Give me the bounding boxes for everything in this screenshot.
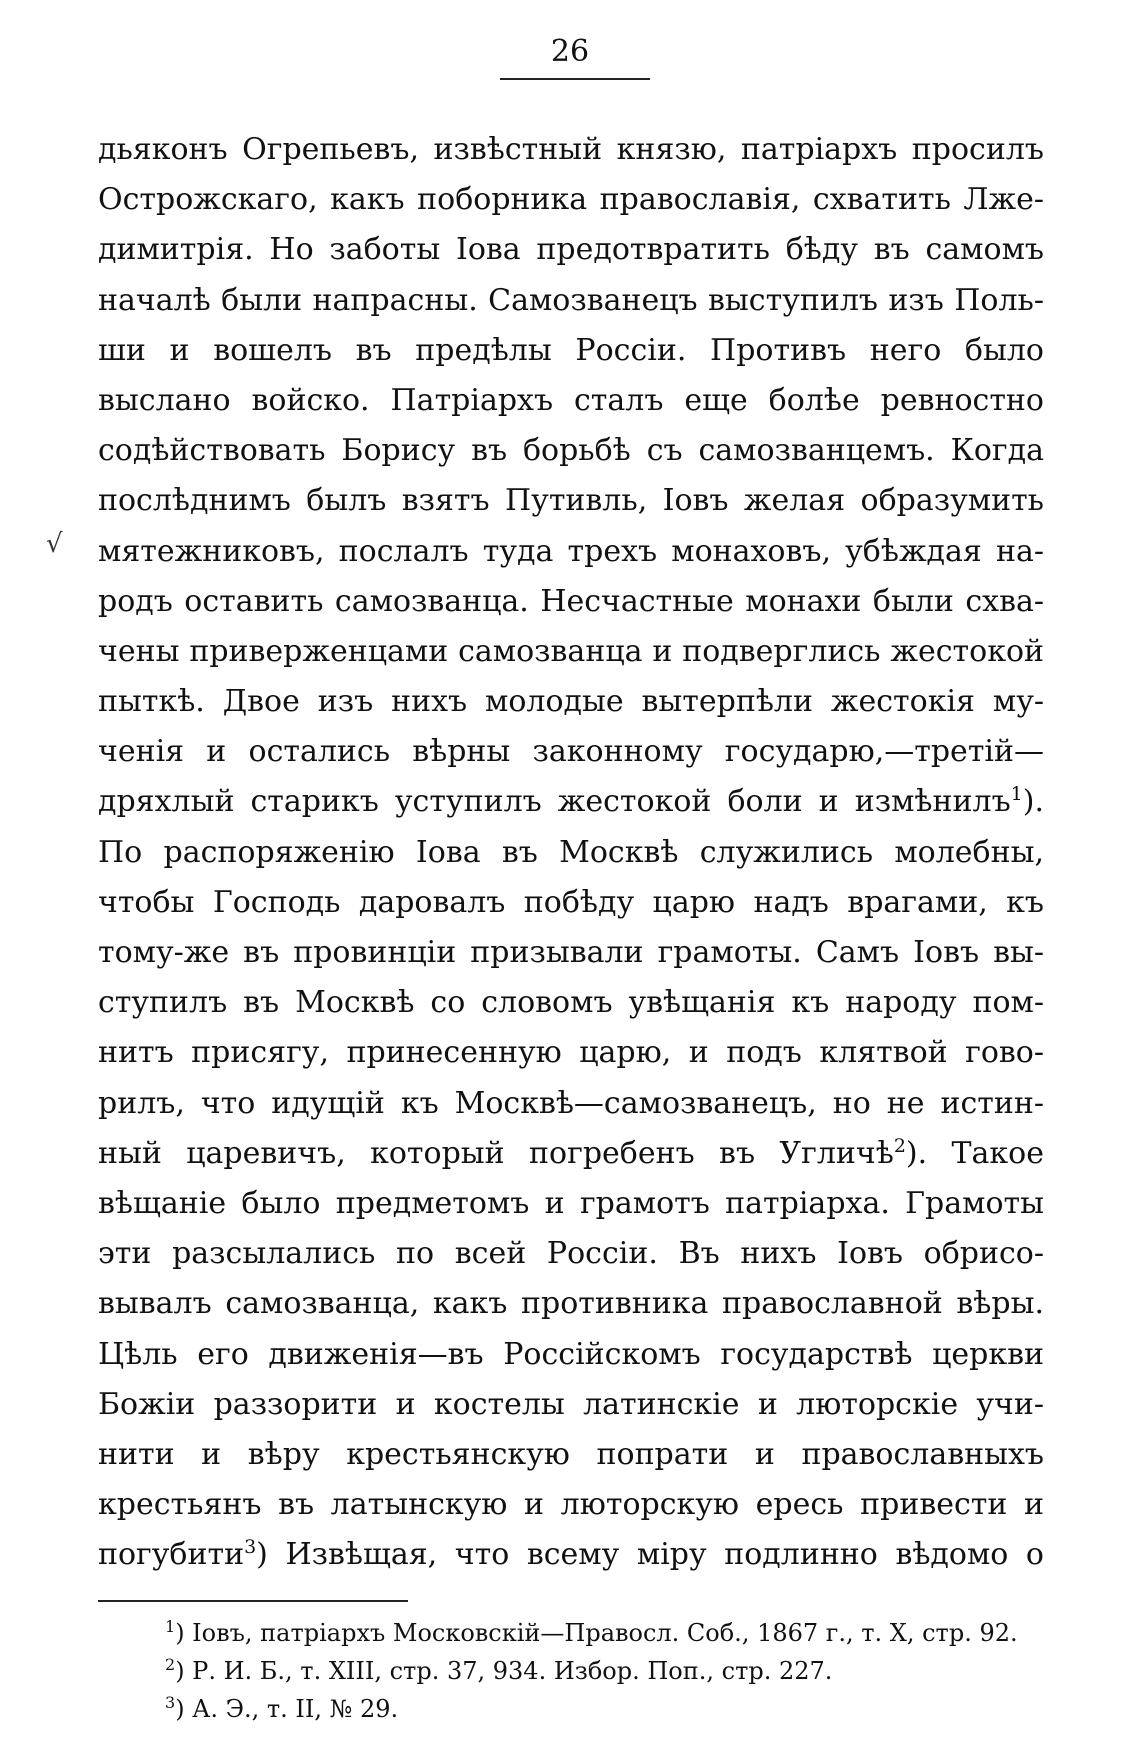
text-line [98,326,1044,376]
line-text-continuation: ). Такое [905,1135,1044,1171]
line-text: вѣщаніе было предметомъ и грамотъ патріарха. Грамоты [98,1185,1044,1221]
text-line [98,426,1044,476]
line-text: димитрія. Но заботы Іова предотвратить бѣду въ самомъ [98,232,1044,268]
text-line [98,125,1044,175]
text-line [98,376,1044,426]
text-line [98,577,1044,627]
line-text: началѣ были напрасны. Самозванецъ выступилъ изъ Поль- [98,282,1044,318]
text-line [98,1079,1044,1129]
line-text: пыткѣ. Двое изъ нихъ молодые вытерпѣли жестокія му- [98,684,1044,720]
line-text-continuation: ) Извѣщая, что всему міру подлинно вѣдомо о [256,1537,1044,1573]
footnote-mark: 1 [165,1617,176,1636]
footnote-text: ) А. Э., т. II, № 29. [175,1695,399,1723]
line-text: рилъ, что идущій къ Москвѣ—самозванецъ, но не истин- [98,1085,1044,1121]
line-text: выслано войско. Патріархъ сталъ еще болѣе ревностно [98,382,1044,418]
line-text: эти разсылались по всей Россіи. Въ нихъ Іовъ обрисо- [98,1236,1044,1272]
line-text: тому-же въ провинціи призывали грамоты. Самъ Іовъ вы- [98,935,1044,970]
line-text: По распоряженію Іова въ Москвѣ служились молебны, [98,834,1044,870]
line-text: ступилъ въ Москвѣ со словомъ увѣщанія къ народу пом- [98,985,1044,1021]
main-text [98,125,1044,1580]
text-line [98,727,1044,777]
text-line [98,1330,1044,1380]
footnote-reference: 3 [244,1536,257,1559]
text-line [98,1129,1044,1179]
footnote-reference: 2 [893,1134,906,1157]
line-text: Божіи раззорити и костелы латинскіе и люторскіе учи- [98,1386,1044,1422]
line-text: чтобы Господь даровалъ побѣду царю надъ врагами, къ [98,884,1044,920]
line-text: дряхлый старикъ уступилъ жестокой боли и измѣнилъ [98,784,1011,820]
text-line [98,828,1044,878]
line-text: крестьянъ въ латынскую и люторскую ересь привести и [98,1487,1044,1523]
text-line [98,225,1044,275]
text-line [98,276,1044,326]
text-line [98,878,1044,928]
text-line [98,1380,1044,1430]
footnote-text: ) Р. И. Б., т. XIII, стр. 37, 934. Избор. Поп., стр. 227. [175,1657,833,1685]
text-line [98,677,1044,727]
text-line [98,1530,1044,1580]
line-text: содѣйствовать Борису въ борьбѣ съ самозванцемъ. Когда [98,433,1044,469]
footnote [165,1690,1045,1728]
line-text: мятежниковъ, послалъ туда трехъ монаховъ, убѣждая на- [98,533,1044,569]
footnote [165,1652,1045,1690]
line-text: вывалъ самозванца, какъ противника православной вѣры. [98,1286,1044,1322]
text-line [98,1028,1044,1078]
footnote-text: ) Іовъ, патріархъ Московскій—Правосл. Соб., 1867 г., т. X, стр. 92. [175,1619,1018,1647]
text-line [98,1480,1044,1530]
line-text: ченія и остались вѣрны законному государю,—третій— [98,734,1044,770]
footnotes [165,1614,1045,1728]
margin-check-mark: √ [46,529,63,559]
footnote-reference: 1 [1010,783,1023,806]
footnote-mark: 2 [165,1655,176,1674]
footnote-separator [98,1600,408,1602]
text-line [98,627,1044,677]
footnote [165,1614,1045,1652]
line-text: нитъ присягу, принесенную царю, и подъ клятвой гово- [98,1035,1044,1071]
line-text: ши и вошелъ въ предѣлы Россіи. Противъ него было [98,332,1044,368]
line-text: чены приверженцами самозванца и подверглись жестокой [98,633,1044,669]
line-text: послѣднимъ былъ взятъ Путивль, Іовъ желая образумить [98,483,1044,519]
line-text: Цѣль его движенія—въ Россійскомъ государствѣ церкви [98,1336,1044,1372]
line-text: дьяконъ Огрепьевъ, извѣстный князю, патріархъ просилъ [98,132,1044,167]
text-line [98,1430,1044,1480]
line-text-continuation: ). [1022,784,1044,820]
line-text: нити и вѣру крестьянскую попрати и православныхъ [98,1436,1044,1472]
text-line [98,978,1044,1028]
footnote-mark: 3 [165,1693,176,1712]
text-line [98,1179,1044,1229]
page-number: 26 [550,34,590,69]
text-line [98,1279,1044,1329]
text-line [98,175,1044,225]
text-line [98,527,1044,577]
text-line [98,928,1044,978]
text-line [98,1229,1044,1279]
line-text: ный царевичъ, который погребенъ въ Угличѣ [98,1135,894,1171]
text-line [98,777,1044,827]
text-line [98,476,1044,526]
page-number-rule [500,78,650,80]
line-text: родъ оставить самозванца. Несчастные монахи были схва- [98,583,1044,619]
line-text: погубити [98,1537,245,1573]
line-text: Острожскаго, какъ поборника православія, схватить Лже- [98,182,1044,218]
